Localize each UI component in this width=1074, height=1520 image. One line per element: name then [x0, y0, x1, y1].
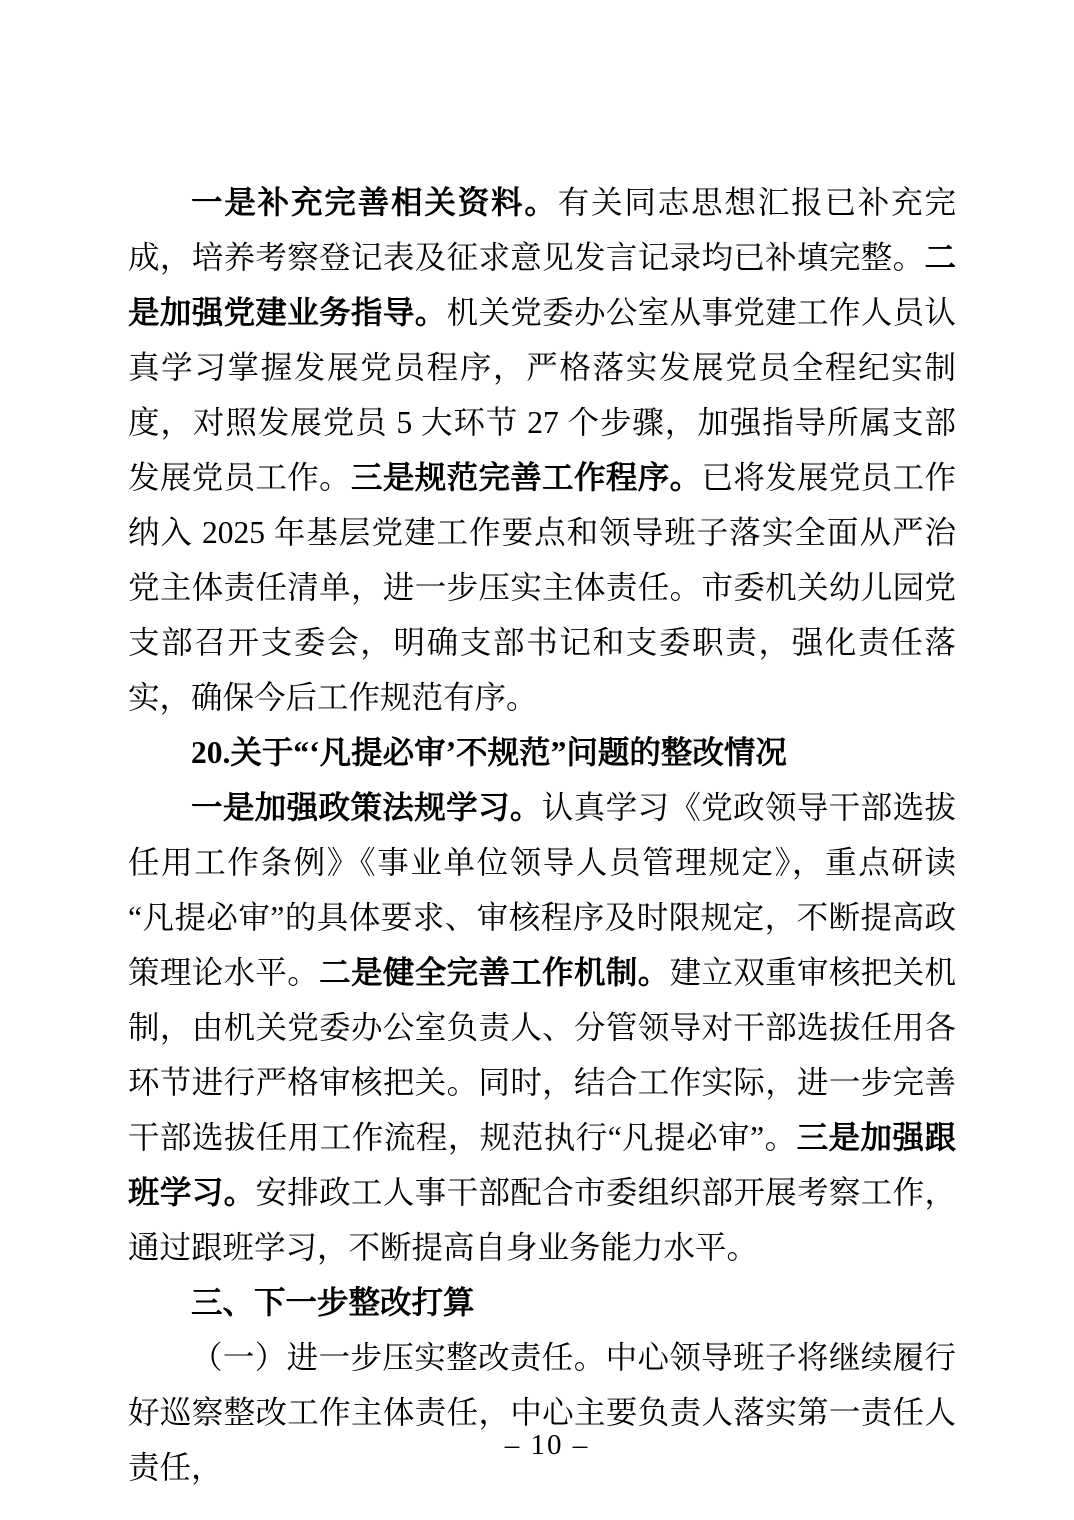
lead-in-second-measure-2: 二是健全完善工作机制。: [319, 955, 670, 990]
section-heading-next-steps: 三、下一步整改打算: [191, 1285, 475, 1320]
page-number-footer: – 10 –: [504, 1429, 590, 1461]
section-heading-item-20: 20.关于“‘凡提必审’不规范”问题的整改情况: [191, 735, 787, 770]
lead-in-first-measure: 一是补充完善相关资料。: [191, 185, 558, 220]
paragraph-text-7: （一）进一步压实整改责任。中心领导班子将继续履行好巡察整改工作主体责任，中心主要负责人落实第一责任人责任，: [128, 1340, 956, 1485]
paragraph-next-step-one: [128, 1330, 956, 1495]
paragraph-measures-selection-review: [128, 780, 956, 1275]
paragraph-text-5: 建立双重审核把关机制，由机关党委办公室负责人、分管领导对干部选拔任用各环节进行严格审核把关。同时，结合工作实际，进一步完善干部选拔任用工作流程，规范执行“凡提必审”。: [128, 955, 956, 1155]
paragraph-text-6: 安排政工人事干部配合市委组织部开展考察工作，通过跟班学习，不断提高自身业务能力水平。: [128, 1175, 956, 1265]
paragraph-text-1: 有关同志思想汇报已补充完成，培养考察登记表及征求意见发言记录均已补填完整。: [128, 185, 956, 275]
lead-in-third-measure-2: 三是加强跟班学习。: [128, 1120, 956, 1210]
paragraph-text-3: 已将发展党员工作纳入 2025 年基层党建工作要点和领导班子落实全面从严治党主体责任清单，进一步压实主体责任。市委机关幼儿园党支部召开支委会，明确支部书记和支委职责，强化责任落实，确保今后工作规范有序。: [128, 460, 956, 715]
lead-in-first-measure-2: 一是加强政策法规学习。: [191, 790, 542, 825]
paragraph-text-4: 认真学习《党政领导干部选拔任用工作条例》《事业单位领导人员管理规定》，重点研读“凡提必审”的具体要求、审核程序及时限规定，不断提高政策理论水平。: [128, 790, 956, 990]
lead-in-third-measure: 三是规范完善工作程序。: [351, 460, 702, 495]
page-body: [128, 175, 956, 1495]
paragraph-text-2: 机关党委办公室从事党建工作人员认真学习掌握发展党员程序，严格落实发展党员全程纪实制度，对照发展党员 5 大环节 27 个步骤，加强指导所属支部发展党员工作。: [128, 295, 956, 495]
lead-in-second-measure: 二是加强党建业务指导。: [128, 240, 956, 330]
paragraph-measures-party-building: [128, 175, 956, 725]
